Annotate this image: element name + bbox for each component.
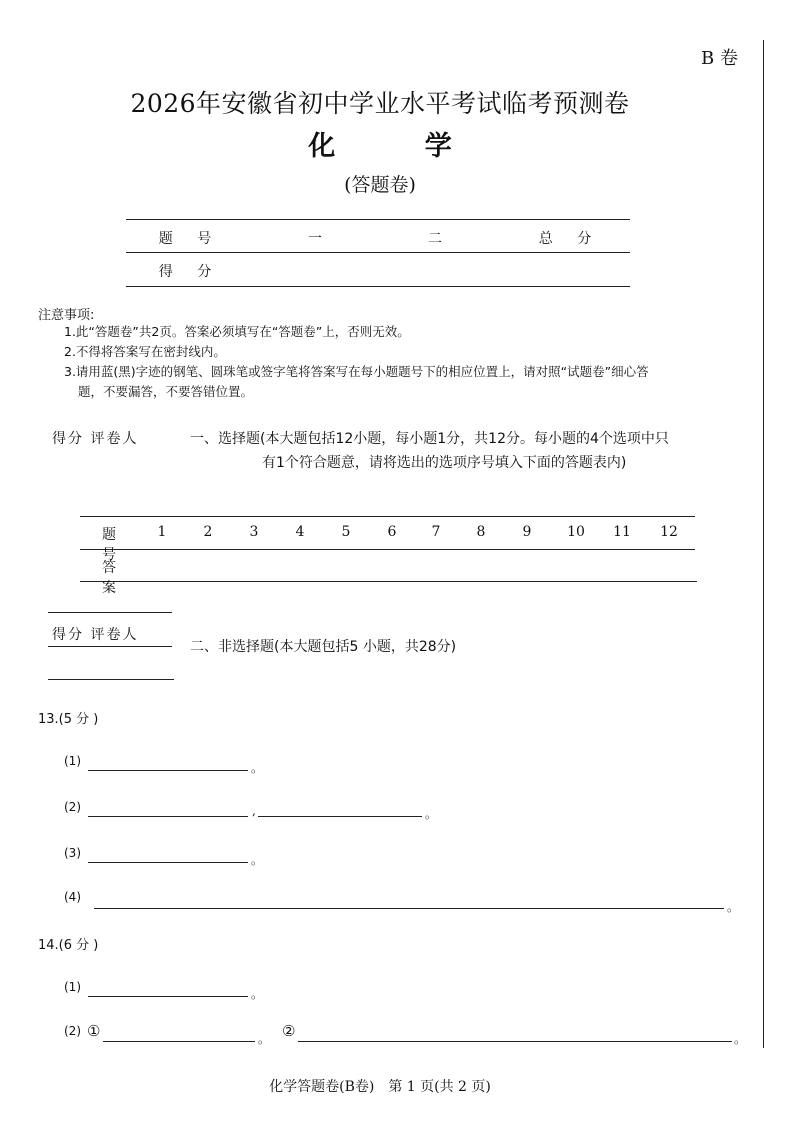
question-number-4: 4 [295, 524, 305, 540]
binding-line [763, 40, 764, 1048]
section1-heading-cont: 有1个符合题意，请将选出的选项序号填入下面的答题表内) [262, 455, 627, 471]
score-row-label: 得 分 [158, 264, 222, 280]
q13-2-comma: , [252, 804, 256, 818]
q14-2-period-a: 。 [258, 1032, 271, 1046]
q14-2-answer-blank-b[interactable] [298, 1041, 732, 1042]
question-number-6: 6 [387, 524, 397, 540]
q14-2-period-b: 。 [734, 1032, 747, 1046]
q14-1-answer-blank[interactable] [88, 996, 248, 997]
q13-2-period: 。 [425, 807, 438, 821]
question-number-11: 11 [613, 524, 631, 540]
q13-4-period: 。 [727, 900, 740, 914]
answer-table-rule-bottom [80, 581, 697, 582]
question-number-1: 1 [157, 524, 167, 540]
notice-item-3: 3.请用蓝(黑)字迹的钢笔、圆珠笔或签字笔将答案写在每小题题号下的相应位置上，请对照“试题卷”细心答 [64, 364, 649, 379]
answer-table-rule-top [80, 516, 695, 517]
q13-sub-3-label: (3) [64, 846, 81, 860]
section1-heading: 一、选择题(本大题包括12小题，每小题1分，共12分。每小题的4个选项中只 [190, 431, 669, 447]
page-footer: 化学答题卷(B卷) 第 1 页(共 2 页) [269, 1079, 491, 1095]
paper-type: (答题卷) [344, 174, 416, 196]
q14-2-answer-blank-a[interactable] [103, 1041, 255, 1042]
question-number-7: 7 [431, 524, 441, 540]
section1-grader-label: 得分 评卷人 [52, 431, 139, 447]
q13-3-period: 。 [251, 853, 264, 867]
q13-4-answer-blank[interactable] [94, 908, 724, 909]
question-number-8: 8 [476, 524, 486, 540]
paper-version-label: B 卷 [701, 48, 738, 69]
grader-box-rule-middle [48, 646, 172, 647]
score-header-number: 题 号 [158, 231, 222, 247]
q13-1-answer-blank[interactable] [88, 770, 248, 771]
answer-row-label: 答 案 [102, 560, 126, 596]
question-number-10: 10 [567, 524, 585, 540]
score-part2-field[interactable] [380, 256, 490, 282]
q13-sub-1-label: (1) [64, 754, 81, 768]
q14-1-period: 。 [251, 987, 264, 1001]
notice-title: 注意事项: [38, 308, 95, 323]
subject-title: 化 学 [308, 131, 492, 162]
score-header-total: 总 分 [538, 231, 602, 247]
score-total-field[interactable] [500, 256, 620, 282]
question-number-5: 5 [341, 524, 351, 540]
score-header-part1: 一 [308, 231, 322, 247]
q14-sub-2-label: (2) [64, 1024, 81, 1038]
answer-table-rule-middle [80, 549, 695, 550]
score-part1-field[interactable] [260, 256, 370, 282]
grader-box-rule-top [48, 612, 172, 613]
q14-2-circle-1: ① [87, 1022, 101, 1040]
q13-sub-4-label: (4) [64, 890, 81, 904]
score-header-part2: 二 [428, 231, 442, 247]
table-rule-bottom [126, 286, 630, 287]
notice-item-1: 1.此“答题卷”共2页。答案必须填写在“答题卷”上，否则无效。 [64, 324, 410, 339]
question-number-12: 12 [660, 524, 678, 540]
question-14-title: 14.(6 分 ) [38, 938, 99, 953]
question-number-2: 2 [203, 524, 213, 540]
notice-item-3-cont: 题，不要漏答，不要答错位置。 [78, 384, 254, 399]
question-number-9: 9 [522, 524, 532, 540]
q13-3-answer-blank[interactable] [88, 862, 248, 863]
q13-2-answer-blank-b[interactable] [258, 816, 422, 817]
exam-title: 2026年安徽省初中学业水平考试临考预测卷 [130, 89, 630, 118]
question-number-3: 3 [249, 524, 259, 540]
section2-grader-label: 得分 评卷人 [52, 627, 139, 643]
q13-sub-2-label: (2) [64, 800, 81, 814]
answer-table-header-label: 题 号 [102, 527, 126, 563]
grader-box-rule-bottom [48, 679, 174, 680]
q13-1-period: 。 [251, 761, 264, 775]
table-rule-middle [126, 252, 630, 253]
q14-sub-1-label: (1) [64, 980, 81, 994]
table-rule-top [126, 219, 630, 220]
question-13-title: 13.(5 分 ) [38, 712, 99, 727]
q13-2-answer-blank-a[interactable] [88, 816, 248, 817]
q14-2-circle-2: ② [282, 1022, 296, 1040]
section2-heading: 二、非选择题(本大题包括5 小题，共28分) [190, 639, 457, 655]
notice-item-2: 2.不得将答案写在密封线内。 [64, 344, 226, 359]
answer-row-fields[interactable] [150, 552, 695, 578]
